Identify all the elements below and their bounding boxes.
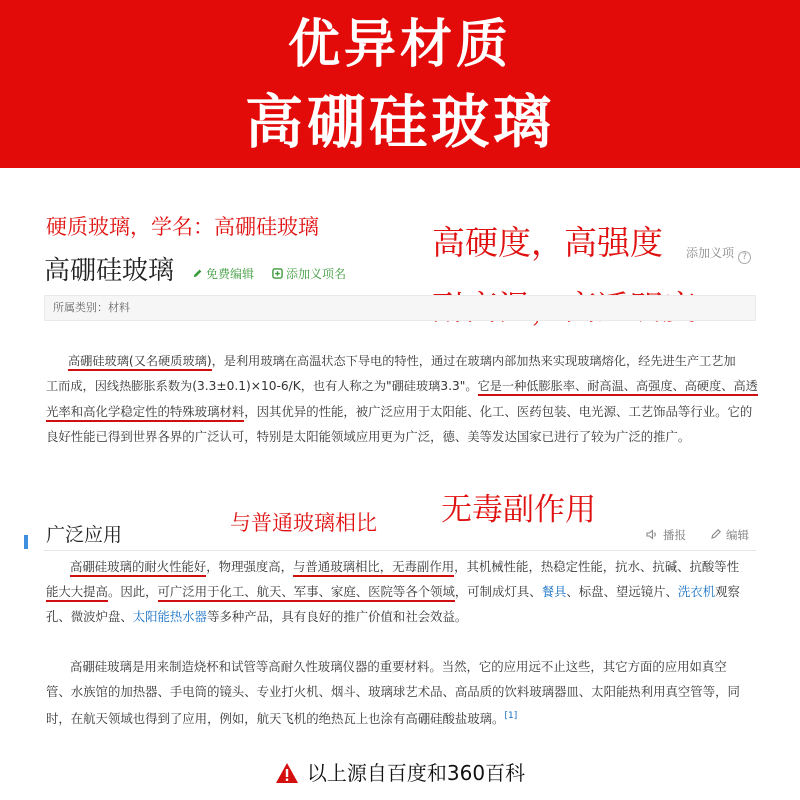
title-banner [0, 0, 800, 168]
usage-paragraph [46, 554, 740, 629]
underlined-text: 能大大提高 [46, 584, 108, 602]
banner-title: 优异材质 [287, 15, 512, 75]
edit-pencil-icon [710, 528, 722, 540]
annotation-alias: 硬质玻璃，学名：高硼硅玻璃 [46, 215, 319, 239]
paragraph-line [46, 399, 758, 424]
report-label: 播报 [663, 528, 686, 542]
inline-link[interactable]: 餐具 [541, 584, 567, 599]
text-run: 工而成，因线热膨胀系数为(3.3±0.1)×10-6/K，也有人称之为"硼硅玻璃3.3"。 [46, 379, 478, 393]
text-run: ，因其优异的性能，被广泛应用于太阳能、化工、医药包装、电光源、工艺饰品等行业。它的 [244, 404, 753, 419]
text-run: 管、水族馆的加热器、手电筒的镜头、专业打火机、烟斗、玻璃球艺术品、高品质的饮料玻璃器皿、太阳能热利用真空管等，同 [46, 684, 740, 699]
help-icon[interactable]: ? [738, 251, 751, 264]
paragraph-line [46, 704, 740, 729]
underlined-text: 高硼硅玻璃的耐火性能好 [70, 559, 206, 577]
add-meaning-link[interactable] [686, 244, 751, 264]
text-run: ，其机械性能，热稳定性能，抗水、抗碱、抗酸等性 [454, 559, 740, 574]
add-item-name-link[interactable] [272, 266, 346, 282]
add-item-name-label: 添加义项名 [286, 267, 347, 281]
underlined-text: 可广泛用于化工、航天、军事、家庭、医院等各个领域 [158, 584, 455, 602]
underlined-text: 光率和高化学稳定性的特殊玻璃材料 [46, 404, 244, 422]
text-run: ，可制成灯具、 [454, 584, 542, 599]
page-title: 高硼硅玻璃 [44, 256, 175, 286]
paragraph-line [46, 554, 740, 579]
underlined-text: 高硼硅玻璃(又名硬质玻璃) [68, 354, 212, 371]
text-run: 等多种产品，具有良好的推广价值和社会效益。 [207, 609, 468, 624]
annotation-compare: 与普通玻璃相比 [230, 511, 377, 535]
edit-entry-link[interactable] [192, 266, 254, 282]
text-run: 孔、微波炉盘、 [46, 609, 133, 624]
section-title: 广泛应用 [46, 524, 123, 546]
source-footer [0, 755, 800, 791]
speaker-icon [646, 529, 659, 540]
footer-text: 以上源自百度和360百科 [306, 761, 526, 785]
underlined-text: 与普通玻璃相比，无毒副作用 [293, 559, 454, 577]
text-run: 观察 [715, 584, 740, 599]
paragraph-line [46, 424, 758, 449]
annotation-hardness: 高硬度，高强度 [432, 223, 663, 262]
paragraph-line [46, 604, 740, 629]
text-run: ，是利用玻璃在高温状态下导电的特性，通过在玻璃内部加热来实现玻璃熔化，经先进生产工艺加 [211, 354, 736, 368]
edit-entry-label: 免费编辑 [206, 267, 255, 281]
text-run: 高硼硅玻璃是用来制造烧杯和试管等高耐久性玻璃仪器的重要材料。当然，它的应用远不止这些，其它方面的应用如真空 [70, 659, 727, 674]
paragraph-line [46, 374, 758, 399]
text-run: 良好性能已得到世界各界的广泛认可，特别是太阳能领域应用更为广泛，德、美等发达国家已进行了较为广泛的推广。 [46, 429, 691, 444]
annotation-nontoxic: 无毒副作用 [441, 492, 596, 528]
paragraph-line [46, 349, 758, 374]
inline-link[interactable]: 洗衣机 [677, 584, 716, 599]
paragraph-line [46, 679, 740, 704]
warning-icon [275, 762, 299, 784]
text-run: 时，在航天领域也得到了应用，例如，航天飞机的绝热瓦上也涂有高硼硅酸盐玻璃。 [46, 711, 505, 726]
section-marker [24, 535, 28, 549]
text-run: ，物理强度高， [206, 559, 294, 574]
citation-link[interactable]: [1] [504, 711, 518, 721]
banner-subtitle: 高硼硅玻璃 [244, 88, 555, 156]
pencil-icon [192, 268, 203, 279]
add-meaning-label: 添加义项 [686, 246, 735, 260]
underlined-text: 它是一种低膨胀率、耐高温、高强度、高硬度、高透 [478, 379, 758, 396]
add-item-icon [272, 268, 283, 279]
inline-link[interactable]: 太阳能热水器 [132, 609, 208, 624]
report-button[interactable] [646, 527, 686, 543]
intro-paragraph [46, 349, 758, 449]
text-run: 、标盘、望远镜片、 [566, 584, 678, 599]
section-edit-button[interactable] [710, 527, 749, 543]
usage-paragraph-2 [46, 654, 740, 729]
text-run: 。因此， [107, 584, 158, 599]
paragraph-line [46, 579, 740, 604]
paragraph-line [46, 654, 740, 679]
category-bar: 所属类别：材料 [44, 295, 756, 321]
section-edit-label: 编辑 [726, 528, 749, 542]
section-header [44, 517, 756, 551]
